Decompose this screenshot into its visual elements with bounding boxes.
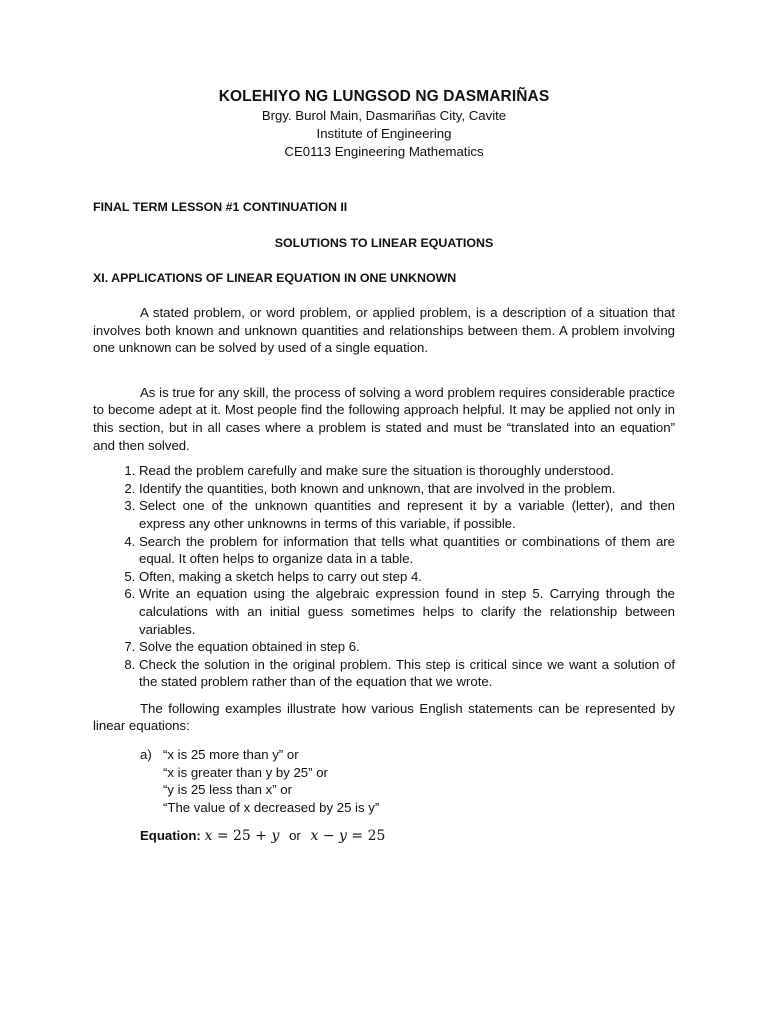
institution-address: Brgy. Burol Main, Dasmariñas City, Cavite bbox=[261, 108, 507, 123]
approach-paragraph: As is true for any skill, the process of solving a word problem requires considerable practice to become adept at it. Most people find the following approach helpful. It may be applied not only in this section, but in all cases where a problem is stated and must be “translated into an equation” and then solved. bbox=[93, 384, 675, 453]
equation-text: = 25 + bbox=[212, 828, 272, 845]
step-item: 1. Read the problem carefully and make sure the situation is thoroughly understood. bbox=[139, 462, 675, 480]
equation-text: = 25 bbox=[346, 828, 386, 845]
equation-label: Equation: bbox=[140, 828, 201, 844]
intro-paragraph: A stated problem, or word problem, or applied problem, is a description of a situation that involves both known and unknown quantities and relationships between them. A problem involving one unknown can be solved by used of a single equation. bbox=[93, 305, 675, 356]
document-header bbox=[93, 0, 675, 161]
equation-var-y: y bbox=[339, 828, 347, 845]
example-statement: “x is greater than y by 25” or bbox=[163, 764, 328, 780]
equation-var-x: x bbox=[310, 828, 319, 845]
step-item: 3. Select one of the unknown quantities and represent it by a variable (letter), and then express any other unknowns in terms of this variable, if possible. bbox=[139, 497, 675, 532]
course-name: CE0113 Engineering Mathematics bbox=[284, 144, 484, 159]
example-a bbox=[93, 746, 675, 816]
steps-list bbox=[93, 462, 675, 691]
equation-two bbox=[310, 828, 385, 844]
institute-name: Institute of Engineering bbox=[316, 126, 452, 141]
step-item: 7. Solve the equation obtained in step 6. bbox=[139, 638, 675, 656]
institution-name: KOLEHIYO NG LUNGSOD NG DASMARIÑAS bbox=[218, 88, 550, 105]
step-item: 2. Identify the quantities, both known and unknown, that are involved in the problem. bbox=[139, 480, 675, 498]
equation-or: or bbox=[289, 828, 301, 844]
step-item: 5. Often, making a sketch helps to carry out step 4. bbox=[139, 568, 675, 586]
example-statement: “x is 25 more than y” or bbox=[163, 747, 299, 763]
equation-var-y: y bbox=[271, 828, 280, 845]
example-statements bbox=[163, 746, 379, 816]
example-statement: “The value of x decreased by 25 is y” bbox=[163, 799, 380, 815]
equation-var-x: x bbox=[204, 828, 213, 845]
topic-title: SOLUTIONS TO LINEAR EQUATIONS bbox=[274, 236, 494, 250]
example-letter: a) bbox=[140, 747, 152, 763]
step-item: 4. Search the problem for information that tells what quantities or combinations of them are equal. It often helps to organize data in a table. bbox=[139, 533, 675, 568]
section-heading: XI. APPLICATIONS OF LINEAR EQUATION IN ONE UNKNOWN bbox=[93, 271, 457, 285]
step-item: 8. Check the solution in the original problem. This step is critical since we want a solution of the stated problem rather than of the equation that we wrote. bbox=[139, 656, 675, 691]
equation-line bbox=[93, 827, 675, 845]
lesson-title: FINAL TERM LESSON #1 CONTINUATION II bbox=[93, 200, 348, 214]
examples-intro-paragraph: The following examples illustrate how various English statements can be represented by linear equations: bbox=[93, 700, 675, 734]
step-item: 6. Write an equation using the algebraic expression found in step 5. Carrying through the calculations with an initial guess sometimes helps to clarify the relationship between variables. bbox=[139, 585, 675, 638]
equation-one bbox=[204, 828, 279, 844]
equation-text: − bbox=[318, 828, 340, 845]
example-statement: “y is 25 less than x” or bbox=[163, 782, 292, 798]
